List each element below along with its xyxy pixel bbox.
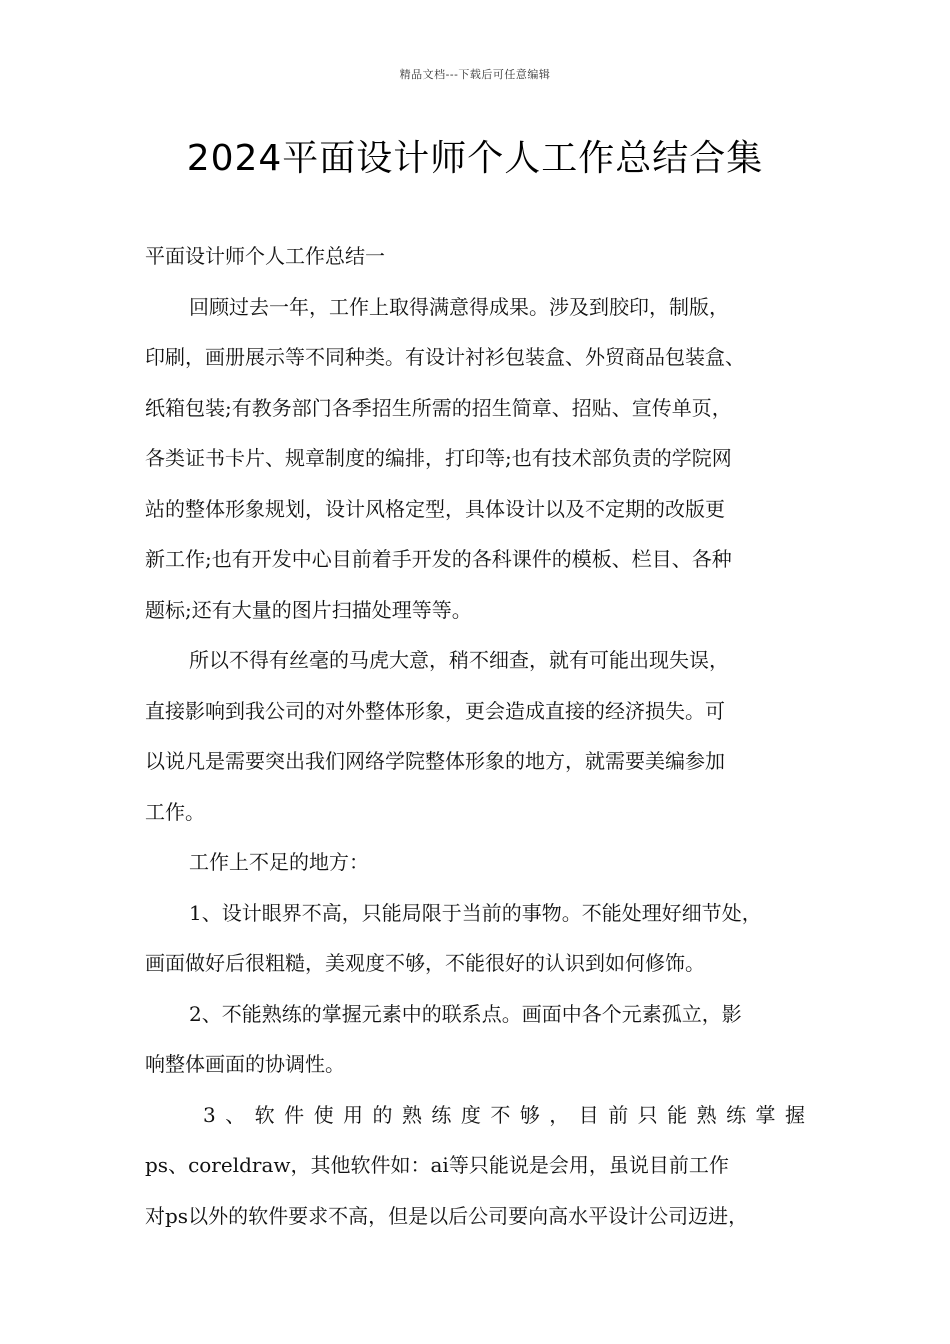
paragraph-line: 直接影响到我公司的对外整体形象，更会造成直接的经济损失。可 — [145, 698, 725, 723]
paragraph-line: 工作上不足的地方： — [189, 850, 369, 874]
paragraph-line: 1、设计眼界不高，只能局限于当前的事物。不能处理好细节处， — [189, 900, 762, 925]
paragraph-line: 所以不得有丝毫的马虎大意，稍不细查，就有可能出现失误， — [189, 648, 729, 672]
paragraph-line: 2、不能熟练的掌握元素中的联系点。画面中各个元素孤立，影 — [189, 1001, 742, 1026]
section-heading — [145, 231, 825, 282]
paragraph-line: 题标;还有大量的图片扫描处理等等。 — [145, 597, 472, 622]
section-heading-text: 平面设计师个人工作总结一 — [145, 244, 385, 268]
paragraph-line: 各类证书卡片、规章制度的编排，打印等;也有技术部负责的学院网 — [145, 446, 732, 470]
paragraph-line: 对ps以外的软件要求不高，但是以后公司要向高水平设计公司迈进， — [145, 1203, 749, 1228]
document-title: 2024平面设计师个人工作总结合集 — [186, 138, 764, 179]
paragraph-5 — [145, 989, 825, 1090]
paragraph-2 — [145, 635, 825, 837]
paragraph-1 — [145, 282, 825, 636]
paragraph-line: 新工作;也有开发中心目前着手开发的各科课件的模板、栏目、各种 — [145, 547, 732, 571]
paragraph-line: 站的整体形象规划，设计风格定型，具体设计以及不定期的改版更 — [145, 496, 725, 521]
paragraph-line: 以说凡是需要突出我们网络学院整体形象的地方，就需要美编参加 — [145, 749, 725, 773]
paragraph-line: 纸箱包装;有教务部门各季招生所需的招生简章、招贴、宣传单页， — [145, 395, 732, 420]
paragraph-line: 响整体画面的协调性。 — [145, 1052, 345, 1076]
document-body — [145, 231, 825, 1241]
paragraph-4 — [145, 888, 825, 989]
page-header: 精品文档---下载后可任意编辑 — [399, 68, 551, 81]
paragraph-line: 印刷，画册展示等不同种类。有设计衬衫包装盒、外贸商品包装盒、 — [145, 345, 745, 369]
paragraph-line: 回顾过去一年，工作上取得满意得成果。涉及到胶印，制版， — [189, 294, 729, 319]
paragraph-line: 画面做好后很粗糙，美观度不够，不能很好的认识到如何修饰。 — [145, 951, 705, 975]
paragraph-line: ps、coreldraw，其他软件如：ai等只能说是会用，虽说目前工作 — [145, 1153, 729, 1177]
paragraph-line: 工作。 — [145, 799, 205, 824]
paragraph-line: 3、软件使用的熟练度不够，目前只能熟练掌握 — [203, 1102, 805, 1127]
paragraph-6 — [145, 1090, 825, 1242]
paragraph-3 — [145, 837, 825, 888]
